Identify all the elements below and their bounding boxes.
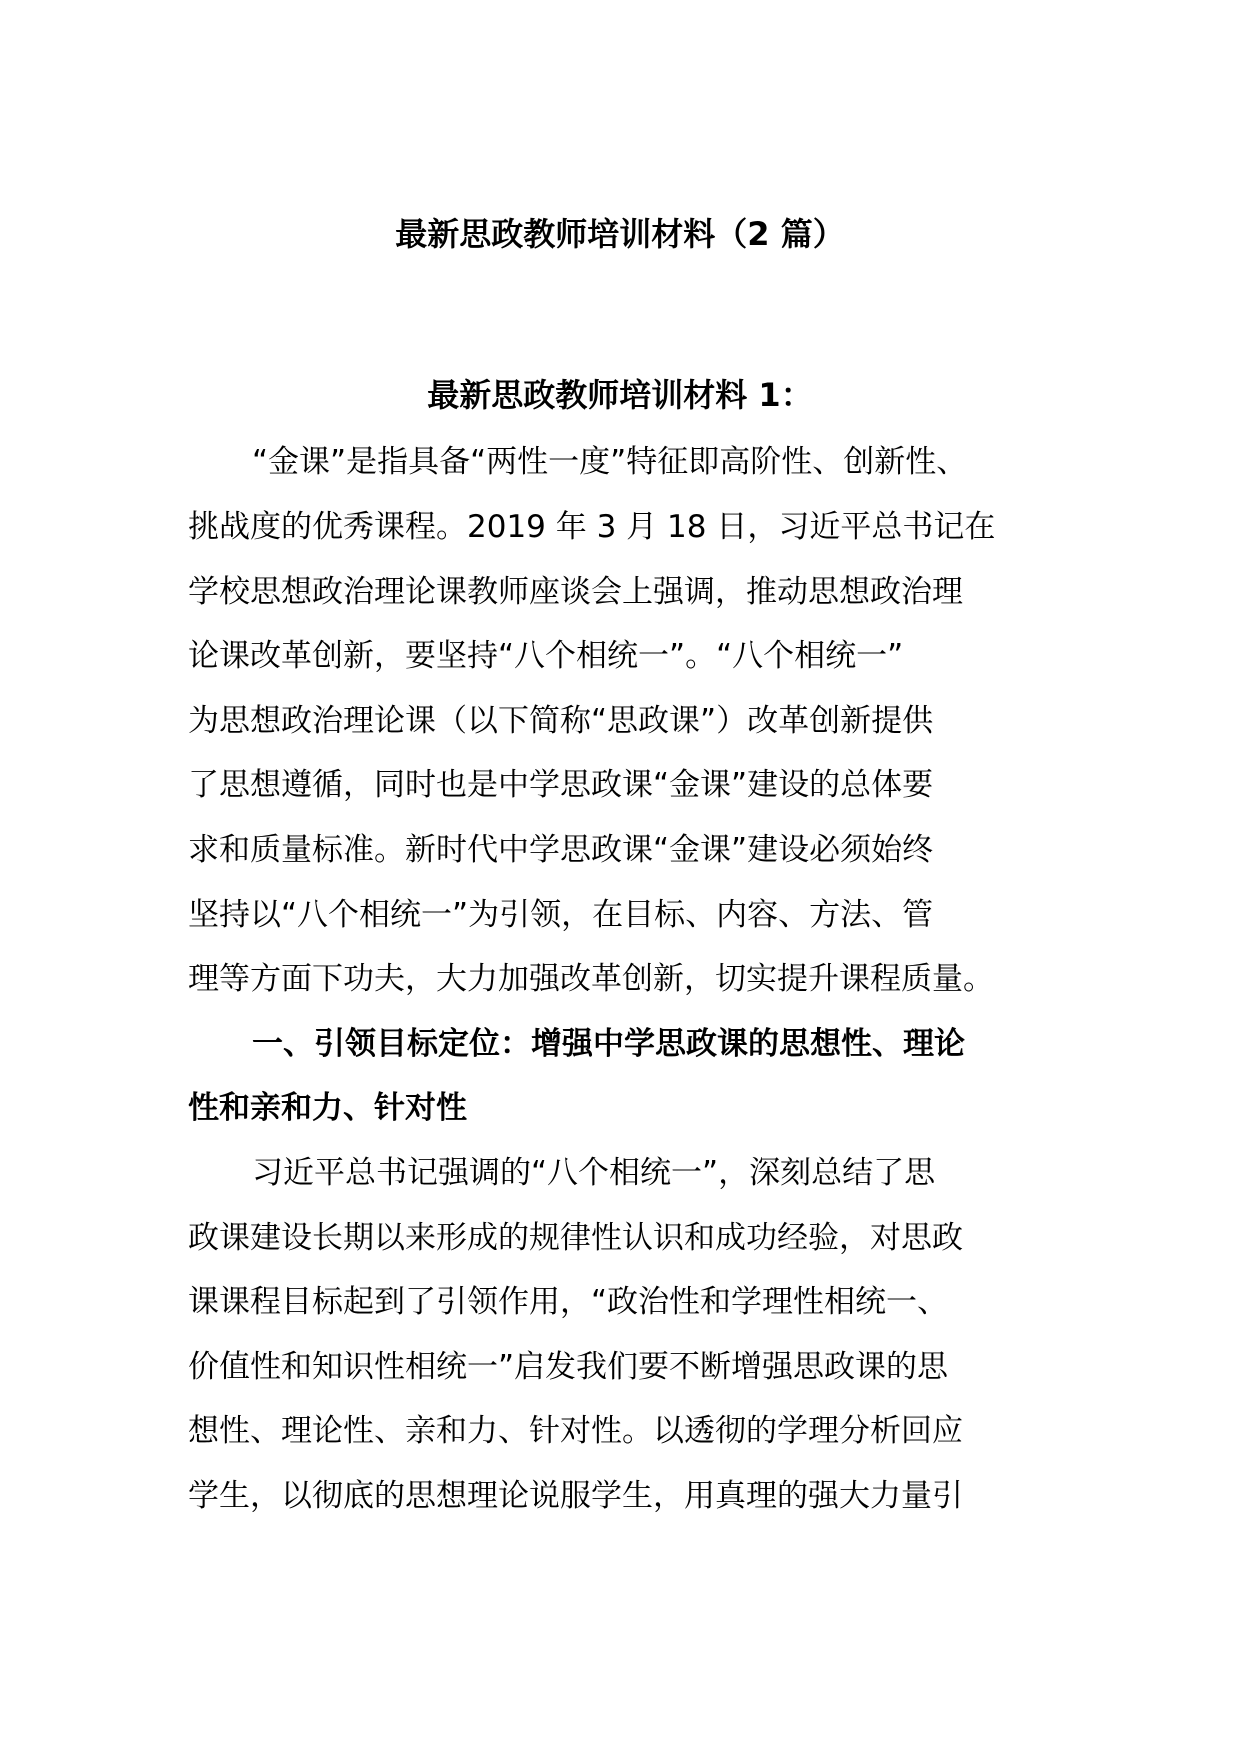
paragraph-1-line-8: 坚持以“八个相统一”为引领，在目标、内容、方法、管 <box>188 897 934 933</box>
document-title: 最新思政教师培训材料（2 篇） <box>395 215 845 253</box>
heading-1-line-2: 性和亲和力、针对性 <box>188 1090 467 1126</box>
paragraph-2-line-3: 课课程目标起到了引领作用，“政治性和学理性相统一、 <box>188 1284 949 1320</box>
paragraph-1-line-7: 求和质量标准。新时代中学思政课“金课”建设必须始终 <box>188 832 934 868</box>
paragraph-1-line-2: 挑战度的优秀课程。2019 年 3 月 18 日，习近平总书记在 <box>188 509 996 545</box>
paragraph-1-line-5: 为思想政治理论课（以下简称“思政课”）改革创新提供 <box>188 703 934 739</box>
paragraph-2-line-1: 习近平总书记强调的“八个相统一”，深刻总结了思 <box>252 1155 936 1191</box>
paragraph-1-line-3: 学校思想政治理论课教师座谈会上强调，推动思想政治理 <box>188 574 963 610</box>
paragraph-2-line-4: 价值性和知识性相统一”启发我们要不断增强思政课的思 <box>188 1349 949 1385</box>
section-title: 最新思政教师培训材料 1： <box>427 376 813 414</box>
paragraph-1-line-9: 理等方面下功夫，大力加强改革创新，切实提升课程质量。 <box>188 961 994 997</box>
paragraph-2-line-5: 想性、理论性、亲和力、针对性。以透彻的学理分析回应 <box>188 1413 963 1449</box>
paragraph-2-line-6: 学生，以彻底的思想理论说服学生，用真理的强大力量引 <box>188 1478 963 1514</box>
paragraph-2-line-2: 政课建设长期以来形成的规律性认识和成功经验，对思政 <box>188 1220 963 1256</box>
heading-1-line-1: 一、引领目标定位：增强中学思政课的思想性、理论 <box>252 1026 965 1062</box>
paragraph-1-line-4: 论课改革创新，要坚持“八个相统一”。“八个相统一” <box>188 638 904 674</box>
paragraph-1-line-1: “金课”是指具备“两性一度”特征即高阶性、创新性、 <box>252 444 968 480</box>
paragraph-1-line-6: 了思想遵循，同时也是中学思政课“金课”建设的总体要 <box>188 767 934 803</box>
